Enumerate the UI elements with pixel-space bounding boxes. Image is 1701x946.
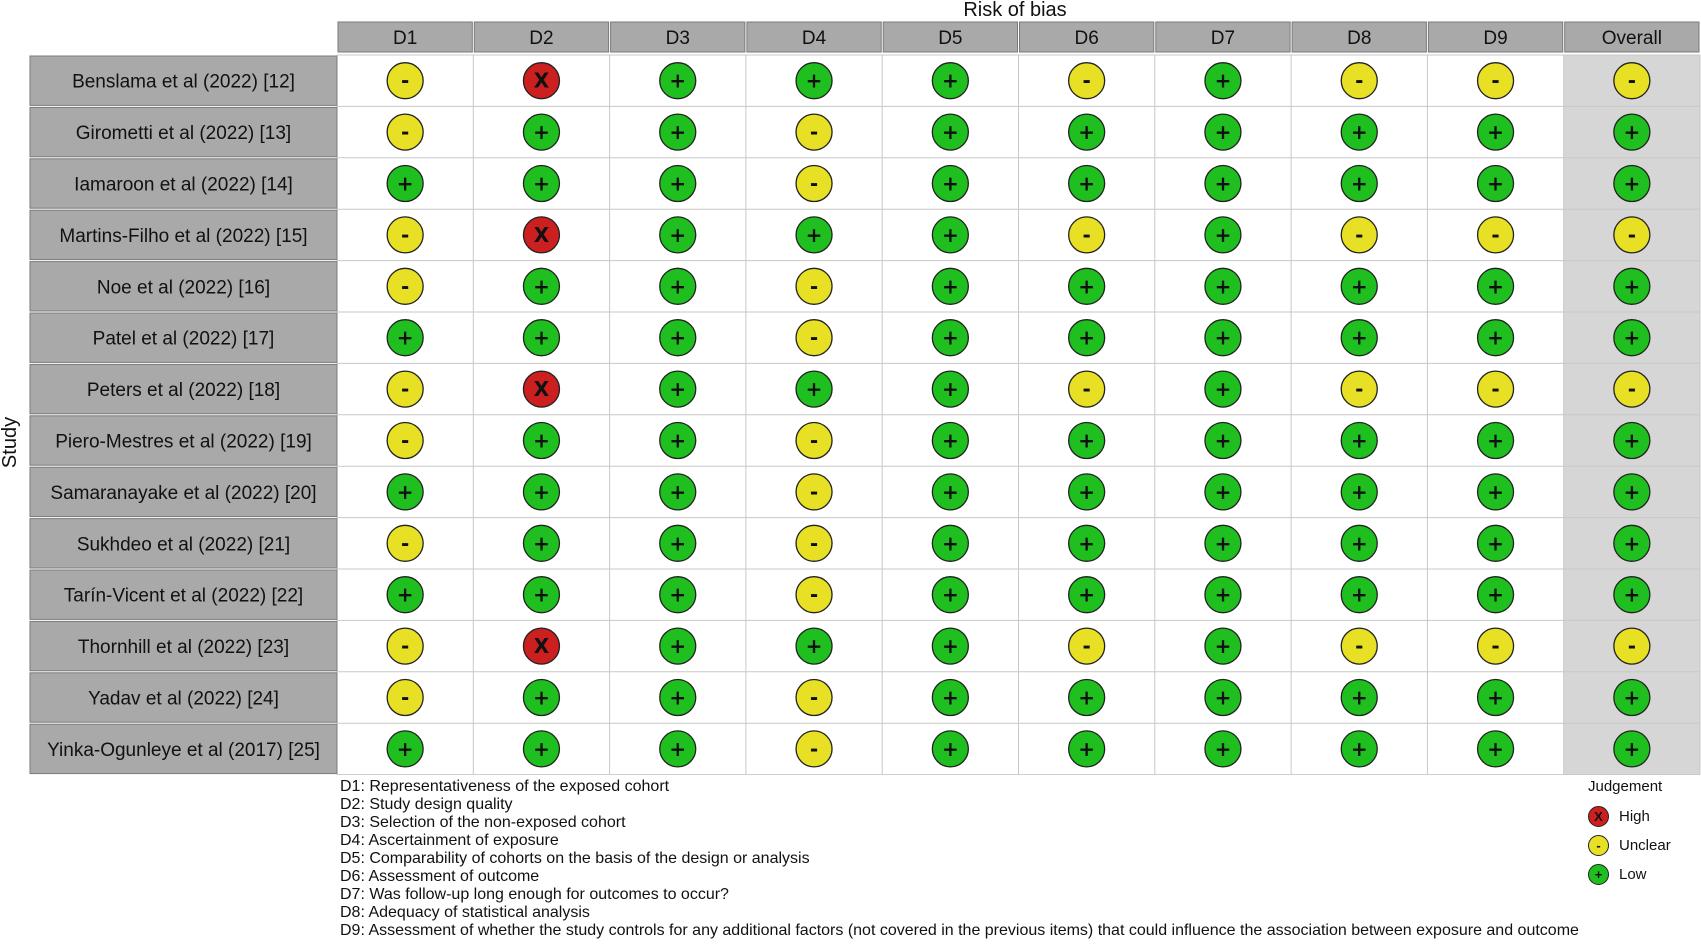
definition-d2: D2: Study design quality: [340, 796, 513, 813]
judgement-symbol: +: [805, 377, 823, 402]
legend-swatch-high: X: [1588, 806, 1609, 827]
judgement-symbol: +: [1623, 479, 1641, 504]
judgement-symbol: +: [941, 120, 959, 145]
judgement-symbol: -: [1082, 634, 1091, 659]
study-label: Patel et al (2022) [17]: [92, 328, 275, 350]
judgement-symbol: +: [1214, 120, 1232, 145]
judgement-symbol: +: [396, 736, 414, 761]
judgement-symbol: +: [941, 377, 959, 402]
judgement-symbol: +: [941, 68, 959, 93]
judgement-symbol: X: [533, 634, 550, 659]
judgement-symbol: +: [533, 685, 550, 710]
judgement-symbol: +: [805, 68, 823, 93]
judgement-symbol: +: [533, 531, 550, 556]
judgement-symbol: +: [1350, 685, 1368, 710]
judgement-symbol: +: [396, 479, 414, 504]
judgement-symbol: +: [669, 685, 687, 710]
column-header-label: D7: [1210, 28, 1236, 49]
study-label: Samaranayake et al (2022) [20]: [50, 482, 317, 504]
judgement-symbol: +: [1487, 479, 1504, 504]
judgement-symbol: +: [533, 428, 550, 453]
judgement-symbol: +: [1623, 120, 1641, 145]
study-label: Noe et al (2022) [16]: [96, 277, 271, 299]
column-header-label: D2: [529, 28, 554, 49]
legend-swatch-unclear: -: [1588, 835, 1609, 856]
judgement-symbol: +: [533, 120, 550, 145]
study-label: Benslama et al (2022) [12]: [72, 71, 295, 93]
judgement-symbol: +: [533, 171, 550, 196]
judgement-symbol: -: [400, 428, 410, 453]
judgement-symbol: +: [1623, 171, 1641, 196]
judgement-symbol: -: [1082, 377, 1091, 402]
judgement-symbol: +: [1078, 736, 1096, 761]
study-label: Yinka-Ogunleye et al (2017) [25]: [47, 739, 320, 761]
judgement-symbol: +: [669, 377, 687, 402]
legend-swatch-low: +: [1588, 864, 1609, 885]
judgement-symbol: +: [669, 531, 687, 556]
judgement-symbol: -: [1627, 634, 1637, 659]
legend-label: Unclear: [1619, 837, 1671, 854]
study-label: Iamaroon et al (2022) [14]: [74, 174, 293, 196]
judgement-symbol: +: [1078, 531, 1096, 556]
judgement-symbol: +: [1623, 685, 1641, 710]
y-axis-label: Study: [0, 416, 22, 468]
judgement-symbol: +: [1214, 479, 1232, 504]
judgement-symbol: +: [941, 479, 959, 504]
judgement-symbol: X: [533, 68, 550, 93]
judgement-symbol: -: [809, 325, 819, 350]
legend-item-low: [1588, 860, 1700, 889]
judgement-symbol: +: [1623, 428, 1641, 453]
judgement-symbol: +: [805, 634, 823, 659]
judgement-symbol: +: [396, 325, 414, 350]
judgement-symbol: +: [1214, 736, 1232, 761]
legend-item-high: [1588, 802, 1700, 831]
study-label: Peters et al (2022) [18]: [86, 380, 281, 402]
judgement-symbol: +: [533, 479, 550, 504]
column-header-label: Overall: [1601, 28, 1662, 49]
judgement-symbol: +: [1487, 120, 1504, 145]
judgement-symbol: +: [1487, 171, 1504, 196]
study-label: Yadav et al (2022) [24]: [88, 688, 279, 710]
judgement-symbol: +: [805, 222, 823, 247]
judgement-symbol: +: [1214, 171, 1232, 196]
column-header-label: D1: [393, 28, 418, 49]
judgement-symbol: +: [669, 428, 687, 453]
judgement-symbol: -: [809, 531, 819, 556]
judgement-symbol: +: [1078, 325, 1096, 350]
judgement-symbol: +: [533, 274, 550, 299]
judgement-symbol: +: [1350, 531, 1368, 556]
judgement-symbol: +: [1487, 685, 1504, 710]
judgement-symbol: -: [1355, 222, 1364, 247]
judgement-symbol: +: [1623, 582, 1641, 607]
judgement-symbol: -: [809, 171, 819, 196]
judgement-symbol: +: [1487, 582, 1504, 607]
judgement-symbol: +: [941, 531, 959, 556]
column-header-label: D5: [938, 28, 963, 49]
judgement-symbol: -: [1491, 634, 1500, 659]
judgement-symbol: +: [1487, 531, 1504, 556]
judgement-symbol: +: [941, 685, 959, 710]
judgement-symbol: +: [1350, 171, 1368, 196]
judgement-symbol: +: [941, 582, 959, 607]
judgement-symbol: -: [1355, 634, 1364, 659]
judgement-symbol: +: [396, 582, 414, 607]
judgement-symbol: +: [1214, 274, 1232, 299]
judgement-symbol: -: [1627, 377, 1637, 402]
judgement-symbol: +: [941, 171, 959, 196]
judgement-symbol: +: [669, 479, 687, 504]
judgement-symbol: -: [809, 479, 819, 504]
judgement-symbol: +: [1214, 222, 1232, 247]
judgement-symbol: +: [669, 222, 687, 247]
judgement-symbol: -: [1491, 222, 1500, 247]
chart-title: Risk of bias: [963, 0, 1067, 21]
judgement-symbol: -: [400, 531, 410, 556]
judgement-symbol: +: [1350, 736, 1368, 761]
judgement-symbol: +: [941, 634, 959, 659]
judgement-symbol: X: [533, 222, 550, 247]
judgement-symbol: +: [1078, 274, 1096, 299]
judgement-symbol: +: [1214, 582, 1232, 607]
judgement-symbol: -: [1082, 222, 1091, 247]
definition-d9: D9: Assessment of whether the study controls for any additional factors (not covered in the previous items) that could influence the association between exposure and outcome: [340, 922, 1579, 939]
judgement-symbol: +: [1350, 120, 1368, 145]
definition-d3: D3: Selection of the non-exposed cohort: [340, 814, 626, 831]
judgement-symbol: +: [1214, 634, 1232, 659]
judgement-symbol: +: [941, 274, 959, 299]
judgement-symbol: +: [1078, 120, 1096, 145]
judgement-symbol: +: [1078, 171, 1096, 196]
definition-d4: D4: Ascertainment of exposure: [340, 832, 559, 849]
judgement-symbol: +: [669, 68, 687, 93]
judgement-symbol: +: [669, 274, 687, 299]
column-header-label: D3: [665, 28, 690, 49]
judgement-symbol: -: [1491, 68, 1500, 93]
judgement-symbol: +: [669, 736, 687, 761]
definition-d7: D7: Was follow-up long enough for outcomes to occur?: [340, 886, 729, 903]
definition-d8: D8: Adequacy of statistical analysis: [340, 904, 590, 921]
judgement-symbol: +: [396, 171, 414, 196]
study-label: Piero-Mestres et al (2022) [19]: [55, 431, 312, 453]
judgement-symbol: +: [533, 736, 550, 761]
judgement-symbol: +: [1350, 428, 1368, 453]
judgement-symbol: +: [941, 325, 959, 350]
judgement-symbol: -: [1355, 377, 1364, 402]
judgement-symbol: -: [809, 120, 819, 145]
judgement-symbol: +: [533, 582, 550, 607]
judgement-symbol: +: [1078, 479, 1096, 504]
judgement-symbol: +: [1078, 685, 1096, 710]
judgement-symbol: +: [1350, 582, 1368, 607]
judgement-symbol: +: [941, 736, 959, 761]
study-label: Thornhill et al (2022) [23]: [77, 637, 290, 659]
judgement-legend: [1588, 778, 1700, 889]
judgement-symbol: +: [669, 325, 687, 350]
judgement-symbol: +: [1487, 274, 1504, 299]
judgement-symbol: -: [400, 377, 410, 402]
judgement-symbol: -: [809, 736, 819, 761]
judgement-symbol: +: [1214, 68, 1232, 93]
judgement-symbol: +: [1350, 274, 1368, 299]
domain-definitions: [340, 778, 1640, 940]
legend-label: High: [1619, 808, 1650, 825]
judgement-symbol: -: [1627, 222, 1637, 247]
study-label: Sukhdeo et al (2022) [21]: [76, 534, 291, 556]
judgement-symbol: +: [1214, 428, 1232, 453]
judgement-symbol: +: [669, 120, 687, 145]
judgement-symbol: -: [809, 582, 819, 607]
judgement-symbol: +: [1214, 685, 1232, 710]
judgement-symbol: +: [1214, 325, 1232, 350]
judgement-symbol: -: [1627, 68, 1637, 93]
judgement-symbol: -: [809, 685, 819, 710]
study-label: Martins-Filho et al (2022) [15]: [59, 225, 308, 247]
judgement-symbol: +: [1078, 582, 1096, 607]
judgement-symbol: -: [1491, 377, 1500, 402]
column-header-label: D8: [1347, 28, 1372, 49]
judgement-symbol: +: [1214, 377, 1232, 402]
judgement-symbol: +: [1623, 531, 1641, 556]
judgement-symbol: -: [400, 274, 410, 299]
judgement-symbol: -: [809, 428, 819, 453]
judgement-symbol: -: [1355, 68, 1364, 93]
judgement-symbol: +: [1623, 736, 1641, 761]
judgement-symbol: -: [1082, 68, 1091, 93]
judgement-symbol: +: [1078, 428, 1096, 453]
judgement-symbol: +: [669, 634, 687, 659]
judgement-symbol: +: [1623, 274, 1641, 299]
judgement-symbol: +: [669, 171, 687, 196]
judgement-symbol: +: [941, 222, 959, 247]
study-label: Tarín-Vicent et al (2022) [22]: [63, 585, 304, 607]
definition-d5: D5: Comparability of cohorts on the basis of the design or analysis: [340, 850, 810, 867]
judgement-symbol: -: [400, 222, 410, 247]
judgement-symbol: +: [1487, 736, 1504, 761]
judgement-symbol: -: [400, 68, 410, 93]
judgement-symbol: +: [669, 582, 687, 607]
judgement-symbol: X: [533, 377, 550, 402]
judgement-symbol: -: [400, 634, 410, 659]
legend-title: Judgement: [1588, 778, 1663, 795]
study-label: Girometti et al (2022) [13]: [75, 123, 292, 145]
column-header-label: D4: [801, 28, 827, 49]
definition-d1: D1: Representativeness of the exposed cohort: [340, 778, 670, 795]
judgement-symbol: -: [400, 685, 410, 710]
legend-item-unclear: [1588, 831, 1700, 860]
judgement-symbol: +: [1214, 531, 1232, 556]
judgement-symbol: +: [1350, 479, 1368, 504]
judgement-symbol: +: [1487, 428, 1504, 453]
judgement-symbol: -: [809, 274, 819, 299]
judgement-symbol: +: [533, 325, 550, 350]
judgement-symbol: +: [941, 428, 959, 453]
column-header-label: D9: [1483, 28, 1508, 49]
legend-label: Low: [1619, 866, 1647, 883]
definition-d6: D6: Assessment of outcome: [340, 868, 540, 885]
judgement-symbol: +: [1623, 325, 1641, 350]
judgement-symbol: +: [1350, 325, 1368, 350]
judgement-symbol: -: [400, 120, 410, 145]
judgement-symbol: +: [1487, 325, 1504, 350]
column-header-label: D6: [1074, 28, 1099, 49]
